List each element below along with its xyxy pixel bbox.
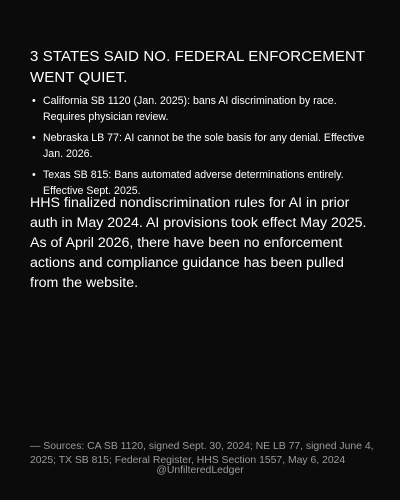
bullet-icon: • <box>32 169 36 181</box>
bullet-icon: • <box>32 132 36 144</box>
bullet-text: Nebraska LB 77: AI cannot be the sole basis for any denial. Effective Jan. 2026. <box>43 132 365 160</box>
state-law-list <box>32 93 372 204</box>
list-item <box>32 130 372 162</box>
list-item <box>32 93 372 125</box>
bullet-text: Texas SB 815: Bans automated adverse determinations entirely. Effective Sept. 2025. <box>43 169 344 197</box>
sources-footer <box>30 440 375 468</box>
bullet-icon: • <box>32 95 36 107</box>
headline: 3 STATES SAID NO. FEDERAL ENFORCEMENT WENT QUIET. <box>30 48 365 86</box>
body-paragraph: HHS finalized nondiscrimination rules for AI in prior auth in May 2024. AI provisions took effect May 2025. As of April 2026, there have been no enforcement actions and compliance guidance has been pulled from the website. <box>30 195 367 291</box>
sources-text: — Sources: CA SB 1120, signed Sept. 30, 2024; NE LB 77, signed June 4, 2025; TX SB 815; Federal Register, HHS Section 1557, May 6, 2024 <box>30 441 374 466</box>
bullet-text: California SB 1120 (Jan. 2025): bans AI discrimination by race. Requires physician review. <box>43 95 337 123</box>
author-handle: @UnfilteredLedger <box>156 465 244 476</box>
